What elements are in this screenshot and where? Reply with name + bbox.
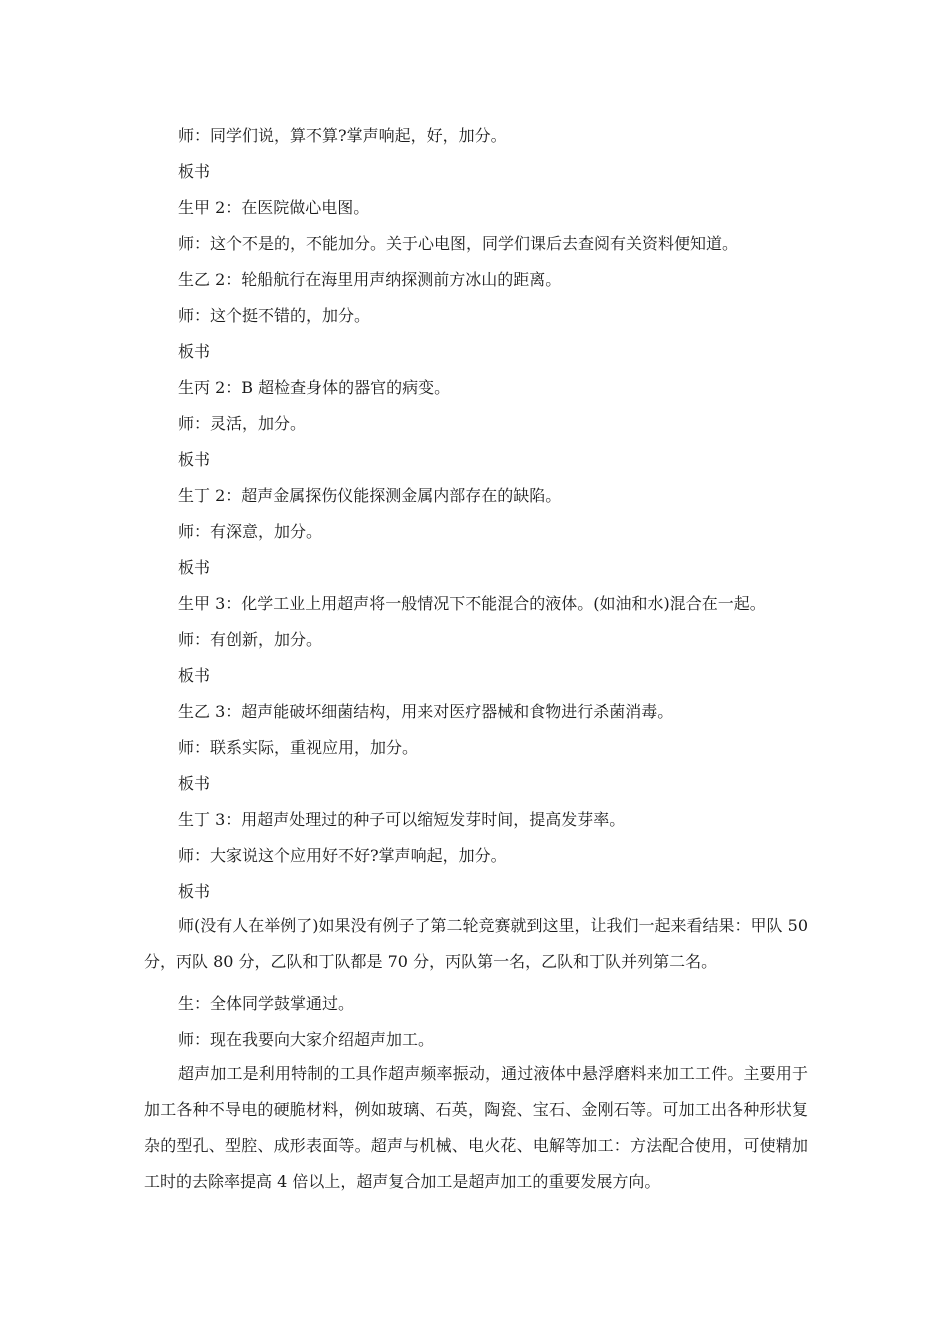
dialogue-line: 生乙 2：轮船航行在海里用声纳探测前方冰山的距离。 [178,270,562,289]
blackboard-note: 板书 [178,162,211,181]
blackboard-note: 板书 [178,882,211,901]
dialogue-line: 生丁 2：超声金属探伤仪能探测金属内部存在的缺陷。 [178,486,562,505]
dialogue-line: 生：全体同学鼓掌通过。 [178,994,355,1013]
blackboard-note: 板书 [178,774,211,793]
dialogue-line: 生甲 3：化学工业上用超声将一般情况下不能混合的液体。(如油和水)混合在一起。 [178,594,766,613]
result-paragraph: 师(没有人在举例了)如果没有例子了第二轮竞赛就到这里，让我们一起来看结果：甲队 50 分，丙队 80 分，乙队和丁队都是 70 分，丙队第一名，乙队和丁队并列第二名。 [144,916,808,971]
blackboard-note: 板书 [178,666,211,685]
blackboard-note: 板书 [178,450,211,469]
dialogue-line: 师：同学们说，算不算?掌声响起，好，加分。 [178,126,507,145]
dialogue-line: 师：联系实际，重视应用，加分。 [178,738,419,757]
dialogue-line: 师：这个挺不错的，加分。 [178,306,371,325]
ultrasonic-paragraph: 超声加工是利用特制的工具作超声频率振动，通过液体中悬浮磨料来加工工件。主要用于加工各种不导电的硬脆材料，例如玻璃、石英，陶瓷、宝石、金刚石等。可加工出各种形状复杂的型孔、型腔、成形表面等。超声与机械、电火花、电解等加工：方法配合使用，可使精加工时的去除率提高 4 倍以上，超声复合加工是超声加工的重要发展方向。 [144,1064,808,1191]
dialogue-line: 师：现在我要向大家介绍超声加工。 [178,1030,435,1049]
blackboard-note: 板书 [178,342,211,361]
dialogue-line: 师：有创新，加分。 [178,630,323,649]
dialogue-line: 师：灵活，加分。 [178,414,307,433]
dialogue-line: 师：这个不是的，不能加分。关于心电图，同学们课后去查阅有关资料便知道。 [178,234,739,253]
dialogue-line: 生甲 2：在医院做心电图。 [178,198,370,217]
blackboard-note: 板书 [178,558,211,577]
dialogue-line: 生丁 3：用超声处理过的种子可以缩短发芽时间，提高发芽率。 [178,810,626,829]
dialogue-line: 师：有深意，加分。 [178,522,323,541]
dialogue-line: 生丙 2：B 超检查身体的器官的病变。 [178,378,451,397]
dialogue-line: 师：大家说这个应用好不好?掌声响起，加分。 [178,846,507,865]
dialogue-line: 生乙 3：超声能破坏细菌结构，用来对医疗器械和食物进行杀菌消毒。 [178,702,674,721]
